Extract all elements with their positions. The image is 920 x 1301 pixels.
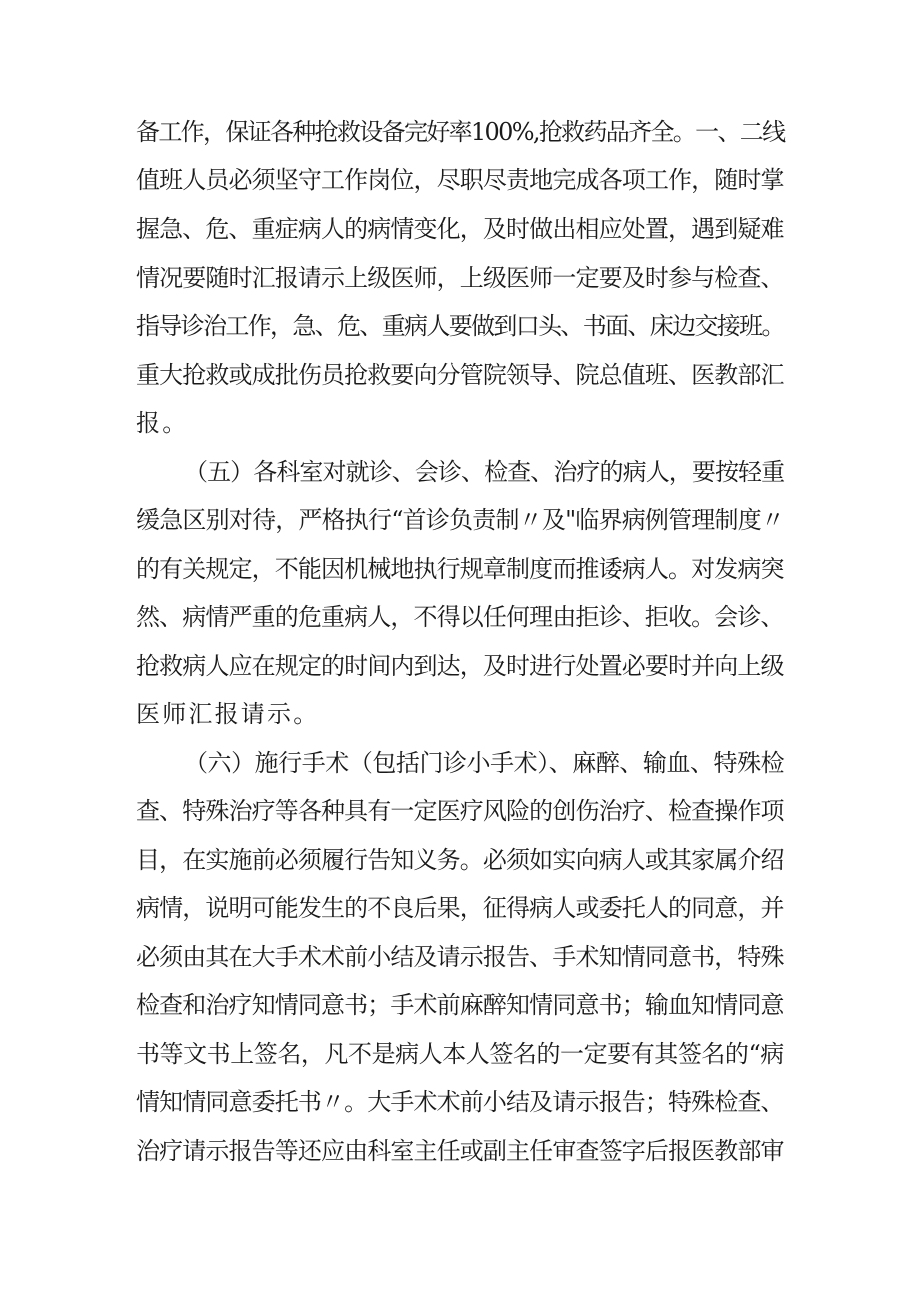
text-line: 情况要随时汇报请示上级医师，上级医师一定要及时参与检查、	[136, 264, 784, 292]
text-line: 医师汇报请示。	[136, 700, 320, 728]
text-line: 书等文书上签名，凡不是病人本人签名的一定要有其签名的“病	[136, 1040, 784, 1068]
text-line: 病情，说明可能发生的不良后果，征得病人或委托人的同意，并	[136, 894, 784, 922]
paragraph-heading-six: （六）施行手术（包括门诊小手术）、麻醉、输血、特殊检	[184, 749, 785, 777]
text-line: 抢救病人应在规定的时间内到达，及时进行处置必要时并向上级	[136, 652, 784, 680]
text-line: 握急、危、重症病人的病情变化，及时做出相应处置，遇到疑难	[136, 215, 784, 243]
text-line: 值班人员必须坚守工作岗位，尽职尽责地完成各项工作，随时掌	[136, 166, 784, 194]
text-line: 必须由其在大手术术前小结及请示报告、手术知情同意书，特殊	[136, 943, 784, 971]
text-line: 的有关规定，不能因机械地执行规章制度而推诿病人。对发病突	[136, 555, 784, 583]
text-line: 备工作，保证各种抢救设备完好率100%,抢救药品齐全。一、二线	[136, 118, 785, 146]
text-line: 检查和治疗知情同意书；手术前麻醉知情同意书；输血知情同意	[136, 991, 784, 1019]
text-line: 缓急区别对待，严格执行“首诊负责制〃及"临界病例管理制度〃	[136, 506, 785, 534]
text-line: 情知情同意委托书〃。大手术术前小结及请示报告；特殊检查、	[136, 1088, 784, 1116]
text-line: 重大抢救或成批伤员抢救要向分管院领导、院总值班、医教部汇	[136, 361, 784, 389]
text-line: 目，在实施前必须履行告知义务。必须如实向病人或其家属介绍	[136, 846, 784, 874]
text-line: 治疗请示报告等还应由科室主任或副主任审查签字后报医教部审	[136, 1137, 784, 1165]
text-line: 查、特殊治疗等各种具有一定医疗风险的创伤治疗、检查操作项	[136, 797, 784, 825]
text-line: 指导诊治工作，急、危、重病人要做到口头、书面、床边交接班。	[136, 312, 784, 340]
text-line: 报。	[136, 409, 189, 437]
paragraph-heading-five: （五）各科室对就诊、会诊、检查、治疗的病人，要按轻重	[184, 458, 785, 486]
text-line: 然、病情严重的危重病人，不得以任何理由拒诊、拒收。会诊、	[136, 603, 784, 631]
